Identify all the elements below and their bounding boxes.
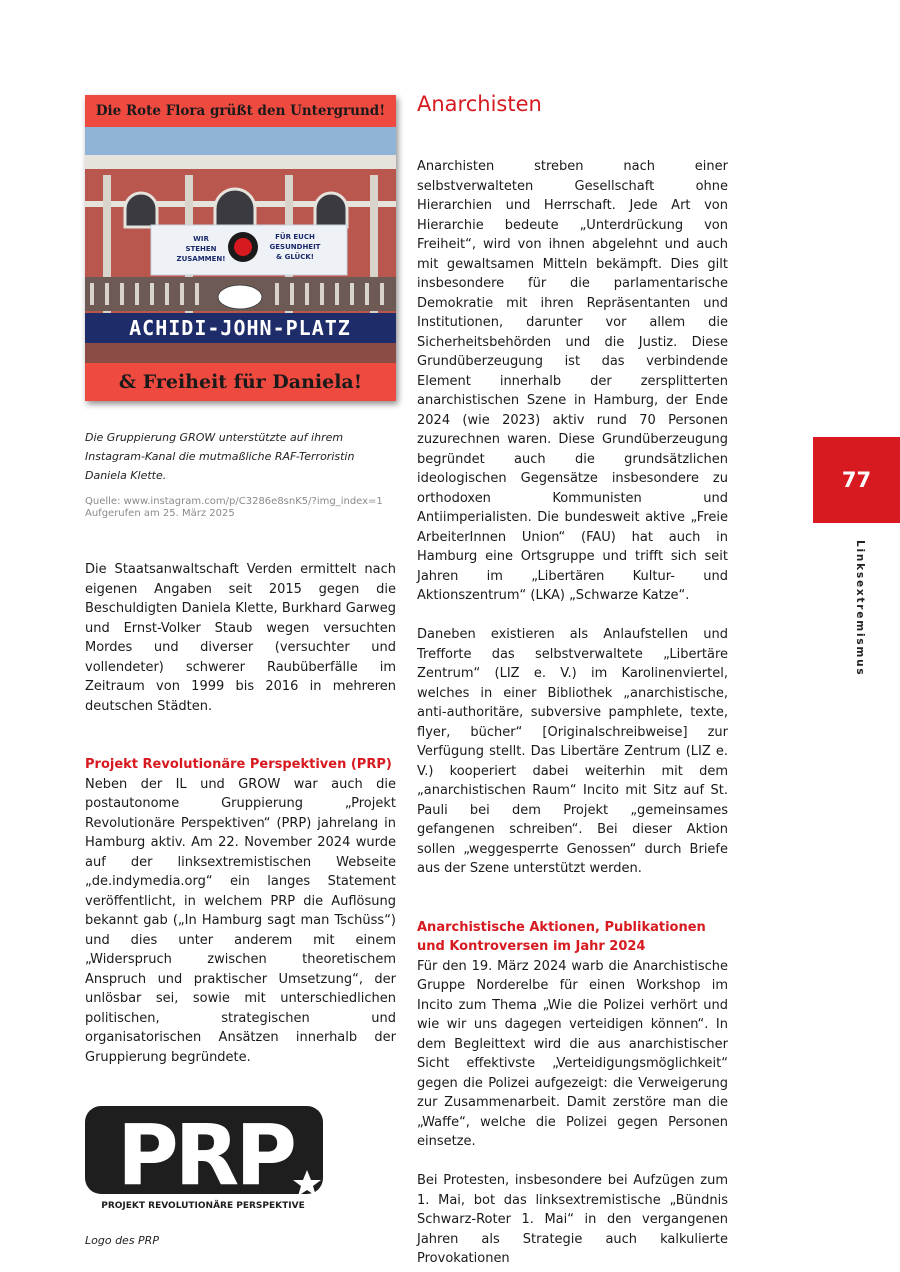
photo-top-banner: Die Rote Flora grüßt den Untergrund! (85, 95, 396, 127)
building-scene (85, 127, 396, 363)
page-number-tab: 77 (813, 437, 900, 523)
heading-actions: Anarchistische Aktionen, Publikationen und Kontroversen im Jahr 2024 (417, 919, 706, 954)
svg-text:WIR: WIR (193, 235, 209, 243)
prp-logo (85, 1106, 325, 1212)
street-sign: ACHIDI-JOHN-PLATZ (129, 316, 351, 340)
section-side-label: Linksextremismus (854, 540, 866, 677)
paragraph-klette: Die Staatsanwaltschaft Verden ermittelt nach eigenen Angaben seit 2015 gegen die Beschuldigten Daniela Klette, Burkhard Garweg und Ernst-Volker Staub wegen versuchten Mordes und diverser (versuchter und vollendeter) schwerer Raubüberfälle im Zeitraum von 1999 bis 2016 in mehreren deutschen Städten. (85, 562, 396, 714)
heading-prp: Projekt Revolutionäre Perspektiven (PRP) (85, 757, 392, 772)
svg-text:& GLÜCK!: & GLÜCK! (276, 253, 314, 261)
svg-text:GESUNDHEIT: GESUNDHEIT (269, 243, 321, 251)
photo-source (85, 496, 396, 520)
section-title: Anarchisten (417, 92, 542, 116)
source-url: Quelle: www.instagram.com/p/C3286e8snK5/?img_index=1 (85, 496, 383, 507)
logo-subtitle: PROJEKT REVOLUTIONÄRE PERSPEKTIVE (101, 1201, 305, 1211)
paragraph-protests: Bei Protesten, insbesondere bei Aufzügen zum 1. Mai, bot das linksextremistische „Bündnis Schwarz-Roter 1. Mai“ in den vergangenen Jahren als Strategie auch kalkulierte Provokationen (417, 1173, 728, 1266)
svg-text:ZUSAMMEN!: ZUSAMMEN! (176, 255, 226, 263)
prp-logo-graphic (85, 1106, 325, 1212)
svg-text:STEHEN: STEHEN (185, 245, 217, 253)
logo-letters: PRP (117, 1106, 293, 1204)
svg-text:FÜR EUCH: FÜR EUCH (275, 233, 315, 241)
paragraph-workshop: Für den 19. März 2024 warb die Anarchistische Gruppe Norderelbe für einen Workshop im Incito zum Thema „Wie die Polizei verhört und wie wir uns dagegen verteidigen können“. In dem Begleittext wird die aus anarchistischer Sicht effektivste „Verteidigungsmöglichkeit“ gegen die Polizei aufgezeigt: die Verweigerung zur Zusammenarbeit. Damit zerstöre man die „Waffe“, welche die Polizei gegen Personen einsetze. (417, 958, 728, 1149)
logo-caption: Logo des PRP (85, 1234, 159, 1247)
photo-caption: Die Gruppierung GROW unterstützte auf ihrem Instagram-Kanal die mutmaßliche RAF-Terroristin Daniela Klette. (85, 431, 355, 482)
paragraph-anarchists: Anarchisten streben nach einer selbstverwalteten Gesellschaft ohne Hierarchien und Herrschaft. Jede Art von Hierarchie bedeute „Unterdrückung von Freiheit“, wird von ihnen abgelehnt und auch mit gewaltsamen Mitteln bekämpft. Dies gilt insbesondere für die parlamentarische Demokratie mit ihren Repräsentanten und Institutionen, darunter vor allem die Sicherheitsbehörden und die Justiz. Diese Grundüberzeugung ist das verbindende Element innerhalb der zersplitterten anarchistischen Szene in Hamburg, der Ende 2024 (wie 2023) aktiv rund 70 Personen zuzurechnen waren. Diese Grundüberzeugung begründet auch die grundsätzlichen ideologischen Gegensätze insbesondere zu orthodoxen Kommunisten und Antiimperialisten. Die bundesweit aktive „Freie ArbeiterInnen Union“ (FAU) hat auch in Hamburg eine Ortsgruppe und trifft sich seit Jahren im „Libertären Kultur- und Aktionszentrum“ (LKA) „Schwarze Katze“. (417, 159, 728, 603)
instagram-photo (85, 95, 396, 401)
paragraph-prp: Neben der IL und GROW war auch die postautonome Gruppierung „Projekt Revolutionäre Perspektiven“ (PRP) jahrelang in Hamburg aktiv. Am 22. November 2024 wurde auf der linksextremistischen Webseite „de.indymedia.org“ ein langes Statement veröffentlicht, in welchem PRP die Auflösung bekannt gab („In Hamburg sagt man Tschüss“) und dies unter anderem mit einem „Widerspruch zwischen theoretischem Anspruch und praktischer Umsetzung“, der unlösbar sei, sowie mit unterschiedlichen politischen, strategischen und organisatorischen Ansätzen innerhalb der Gruppierung begründete. (85, 776, 396, 1065)
photo-bottom-banner: & Freiheit für Daniela! (85, 363, 396, 401)
paragraph-meeting-places: Daneben existieren als Anlaufstellen und Trefforte das selbstverwaltete „Libertäre Zentrum“ (LIZ e. V.) im Karolinenviertel, welches in einer Bibliothek „anarchistische, anti-authoritäre, subversive pamphlete, texte, flyer, bücher“ [Originalschreibweise] zur Verfügung stellt. Das Libertäre Zentrum (LIZ e. V.) kooperiert dabei weiterhin mit dem „anarchistischen Raum“ Incito mit Sitz auf St. Pauli bei dem Projekt „gemeinsames gefangenen schreiben“. Bei dieser Aktion sollen „weggesperrte Genossen“ durch Briefe aus der Szene unterstützt werden. (417, 627, 728, 876)
source-date: Aufgerufen am 25. März 2025 (85, 508, 235, 519)
left-column (85, 95, 396, 1247)
right-column (417, 90, 728, 1269)
